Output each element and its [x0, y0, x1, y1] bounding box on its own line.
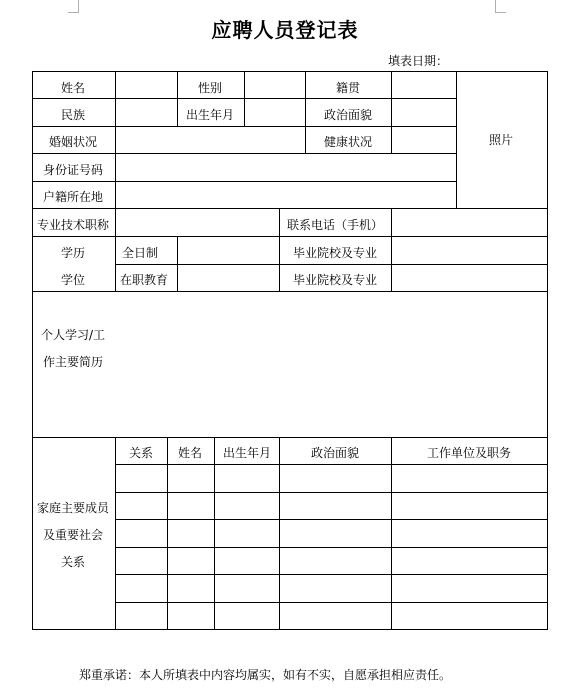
fill-date-label: 填表日期：: [388, 54, 449, 68]
label-resume: 作主要简历: [42, 355, 104, 369]
col-rule: [279, 208, 280, 291]
family-col-birth-date: 出生年月: [222, 446, 272, 460]
row-rule: [32, 236, 548, 237]
row-rule: [32, 181, 456, 182]
row-rule: [115, 519, 548, 520]
row-rule: [32, 437, 548, 438]
label-in-service: 在职教育: [120, 273, 169, 287]
row-rule: [115, 547, 548, 548]
label-household-registration: 户籍所在地: [42, 190, 104, 204]
family-col-employer-position: 工作单位及职务: [426, 446, 512, 460]
label-family: 关系: [60, 555, 86, 569]
label-name: 姓名: [60, 81, 86, 95]
family-col-relation: 关系: [128, 446, 154, 460]
label-gender: 性别: [197, 81, 223, 95]
label-full-time: 全日制: [122, 246, 159, 260]
row-rule: [115, 602, 548, 603]
label-graduated-school-major: 毕业院校及专业: [292, 246, 378, 260]
col-rule: [244, 71, 245, 126]
col-rule: [391, 71, 392, 153]
family-col-political-status: 政治面貌: [310, 446, 360, 460]
col-rule: [391, 208, 392, 291]
row-rule: [115, 264, 548, 265]
col-rule: [177, 71, 178, 126]
label-family: 及重要社会: [42, 528, 104, 542]
row-rule: [32, 153, 456, 154]
col-rule: [305, 71, 306, 153]
label-education: 学历: [60, 246, 86, 260]
col-rule: [279, 437, 280, 629]
row-rule: [115, 492, 548, 493]
col-rule: [391, 437, 392, 629]
label-political-status: 政治面貌: [323, 108, 373, 122]
row-rule: [32, 208, 548, 209]
row-rule: [32, 291, 548, 292]
col-rule: [214, 437, 215, 629]
row-rule: [32, 126, 456, 127]
label-family: 家庭主要成员: [36, 501, 110, 515]
label-graduated-school-major: 毕业院校及专业: [292, 273, 378, 287]
table-border-bottom: [32, 629, 548, 630]
label-birth-date: 出生年月: [185, 108, 235, 122]
family-col-name: 姓名: [177, 446, 203, 460]
label-health-status: 健康状况: [323, 135, 373, 149]
table-border-top: [32, 71, 548, 72]
col-rule: [115, 437, 116, 629]
table-border-right: [547, 71, 548, 629]
table-border-left: [32, 71, 33, 629]
row-rule: [115, 574, 548, 575]
label-ethnicity: 民族: [60, 108, 86, 122]
pledge-statement: 郑重承诺：本人所填表中内容均属实，如有不实，自愿承担相应责任。: [79, 668, 452, 682]
label-marital-status: 婚姻状况: [48, 135, 98, 149]
label-photo: 照片: [488, 133, 514, 147]
col-rule: [177, 236, 178, 291]
label-native-place: 籍贯: [335, 81, 361, 95]
col-rule: [456, 71, 457, 208]
label-id-number: 身份证号码: [42, 163, 104, 177]
label-professional-title: 专业技术职称: [36, 218, 110, 232]
col-rule: [167, 437, 168, 629]
label-phone: 联系电话（手机）: [286, 218, 384, 232]
col-rule: [115, 71, 116, 291]
label-resume: 个人学习/工: [40, 328, 106, 342]
label-degree: 学位: [60, 273, 86, 287]
form-title: 应聘人员登记表: [211, 18, 359, 42]
row-rule: [115, 464, 548, 465]
